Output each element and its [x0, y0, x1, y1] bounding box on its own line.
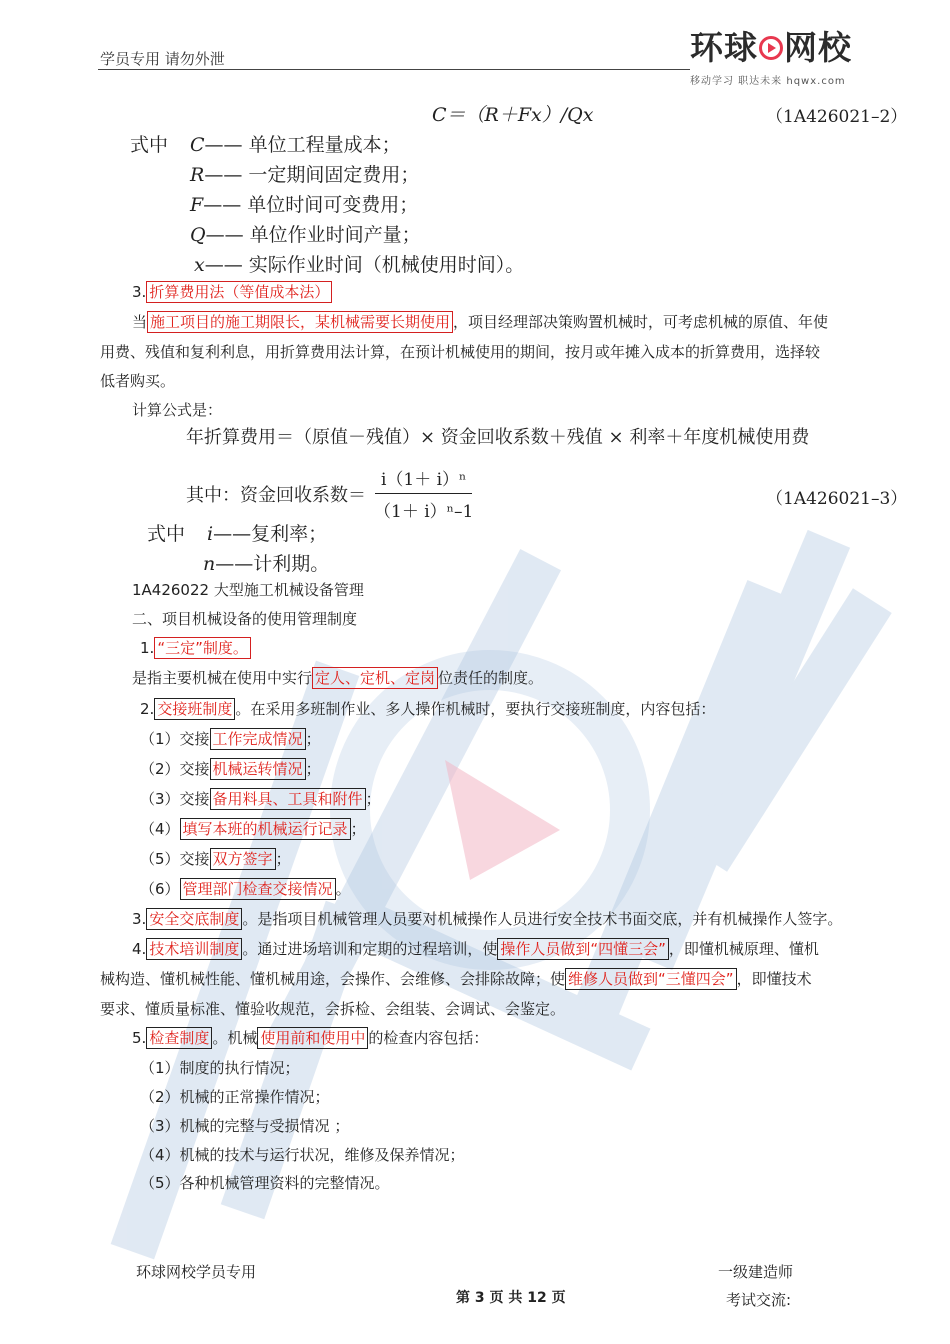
highlight-box: 检查制度: [146, 1027, 212, 1049]
def-row: R—— 一定期间固定费用；: [190, 164, 420, 186]
highlight-box: 填写本班的机械运行记录: [180, 818, 351, 840]
highlight-box: 操作人员做到“四懂三会”: [497, 938, 669, 960]
paragraph-line: 用费、残值和复利利息，用折算费用法计算，在预计机械使用的期间，按月或年摊入成本的折算费用，选择较: [100, 343, 821, 361]
item-4: 4. 技术培训制度 。通过进场培训和定期的过程培训，使 操作人员做到“四懂三会” ，即懂机械原理、懂机: [132, 940, 819, 958]
section-3-title: 3. 折算费用法（等值成本法）: [132, 282, 332, 302]
highlight-box: 技术培训制度: [146, 938, 242, 960]
list-item: （5）各种机械管理资料的完整情况。: [140, 1174, 390, 1192]
highlight-box: 维修人员做到“三懂四会”: [565, 968, 737, 990]
def-row: Q—— 单位作业时间产量；: [190, 224, 421, 246]
formula-annual-cost: 年折算费用＝（原值－残值）× 资金回收系数＋残值 × 利率＋年度机械使用费: [186, 427, 810, 448]
list-item: （2）交接 机械运转情况 ；: [140, 760, 321, 778]
highlight-box: 工作完成情况: [210, 728, 306, 750]
list-item: （1）交接 工作完成情况 ；: [140, 730, 321, 748]
paragraph-line: 当 施工项目的施工期限长，某机械需要长期使用 ，项目经理部决策购置机械时，可考虑机械的原值、年使: [132, 313, 829, 331]
list-item: （5）交接 双方签字 ；: [140, 850, 291, 868]
list-item: （4）机械的技术与运行状况，维修及保养情况；: [140, 1146, 465, 1164]
section-heading: 二、项目机械设备的使用管理制度: [132, 610, 358, 628]
highlight-box: 双方签字: [210, 848, 276, 870]
highlight-box: 安全交底制度: [146, 908, 242, 930]
highlight-box: 施工项目的施工期限长，某机械需要长期使用: [147, 311, 453, 333]
header-confidential-note: 学员专用 请勿外泄: [100, 50, 225, 68]
fraction-denominator: （1＋ i）ⁿ–1: [374, 502, 474, 522]
brand-logo: [690, 30, 865, 92]
list-item: （4） 填写本班的机械运行记录 ；: [140, 820, 366, 838]
logo-slogan: 移动学习 职达未来 hqwx.com: [690, 76, 846, 87]
defs-label: 式中: [147, 523, 186, 545]
formula-tag-3: （1A426021–3）: [766, 489, 908, 509]
list-item: （2）机械的正常操作情况；: [140, 1088, 330, 1106]
paragraph-line: 低者购买。: [100, 372, 176, 390]
paragraph-line: 是指主要机械在使用中实行 定人、定机、定岗 位责任的制度。: [132, 669, 544, 687]
formula-capital-recovery: 其中：资金回收系数＝ $\frac{\text{i（1＋ i）ⁿ}}{\text{（1＋ i）ⁿ–1}}$: [186, 465, 479, 522]
paragraph-line: 械构造、懂机械性能、懂机械用途，会操作、会维修、会排除故障；使 维修人员做到“三懂四会” ，即懂技术: [100, 970, 812, 988]
highlight-box: 使用前和使用中: [257, 1027, 368, 1049]
logo-text-1: 环球: [690, 28, 758, 67]
item-1-title: 1. “三定”制度。: [140, 638, 251, 658]
def-row: n——计利期。: [203, 553, 330, 575]
def-row: C—— 单位工程量成本；: [190, 134, 401, 156]
paragraph-line: 要求、懂质量标准、懂验收规范，会拆检、会组装、会调试、会鉴定。: [100, 1000, 566, 1018]
highlight-box: 交接班制度: [154, 698, 235, 720]
list-item: （3）机械的完整与受损情况 ；: [140, 1117, 350, 1135]
header-rule: [98, 69, 690, 70]
highlight-box: 定人、定机、定岗: [312, 667, 438, 689]
footer-left: 环球网校学员专用: [136, 1263, 257, 1281]
section-heading: 1A426022 大型施工机械设备管理: [132, 581, 364, 599]
list-item: （1）制度的执行情况；: [140, 1059, 300, 1077]
play-icon: [759, 36, 783, 60]
formula-tag-2: （1A426021–2）: [766, 107, 908, 127]
highlight-box: 折算费用法（等值成本法）: [146, 281, 332, 303]
highlight-box: 备用料具、工具和附件: [210, 788, 366, 810]
item-2-title: 2. 交接班制度 。在采用多班制作业、多人操作机械时，要执行交接班制度，内容包括：: [140, 700, 716, 718]
calc-label: 计算公式是：: [132, 401, 223, 419]
item-3: 3. 安全交底制度 。是指项目机械管理人员要对机械操作人员进行安全技术书面交底，并有机械操作人签字。: [132, 910, 843, 928]
def-row: F—— 单位时间可变费用；: [190, 194, 419, 216]
def-row: i——复利率；: [207, 523, 328, 545]
page-number: 第 3 页 共 12 页: [456, 1290, 566, 1306]
fraction-numerator: i（1＋ i）ⁿ: [375, 465, 472, 494]
highlight-box: “三定”制度。: [154, 637, 251, 659]
highlight-box: 管理部门检查交接情况: [180, 878, 336, 900]
footer-exam-name: 一级建造师: [718, 1263, 794, 1281]
defs-label: 式中: [130, 134, 169, 156]
highlight-box: 机械运转情况: [210, 758, 306, 780]
logo-text-2: 网校: [784, 28, 852, 67]
item-5: 5. 检查制度 。机械 使用前和使用中 的检查内容包括：: [132, 1029, 489, 1047]
formula-unit-cost: C＝（R＋Fx）/Qx: [432, 104, 594, 126]
footer-exam-exchange: 考试交流:: [726, 1291, 792, 1309]
def-row: x—— 实际作业时间（机械使用时间）。: [194, 254, 525, 276]
list-item: （3）交接 备用料具、工具和附件 ；: [140, 790, 381, 808]
list-item: （6） 管理部门检查交接情况 。: [140, 880, 351, 898]
